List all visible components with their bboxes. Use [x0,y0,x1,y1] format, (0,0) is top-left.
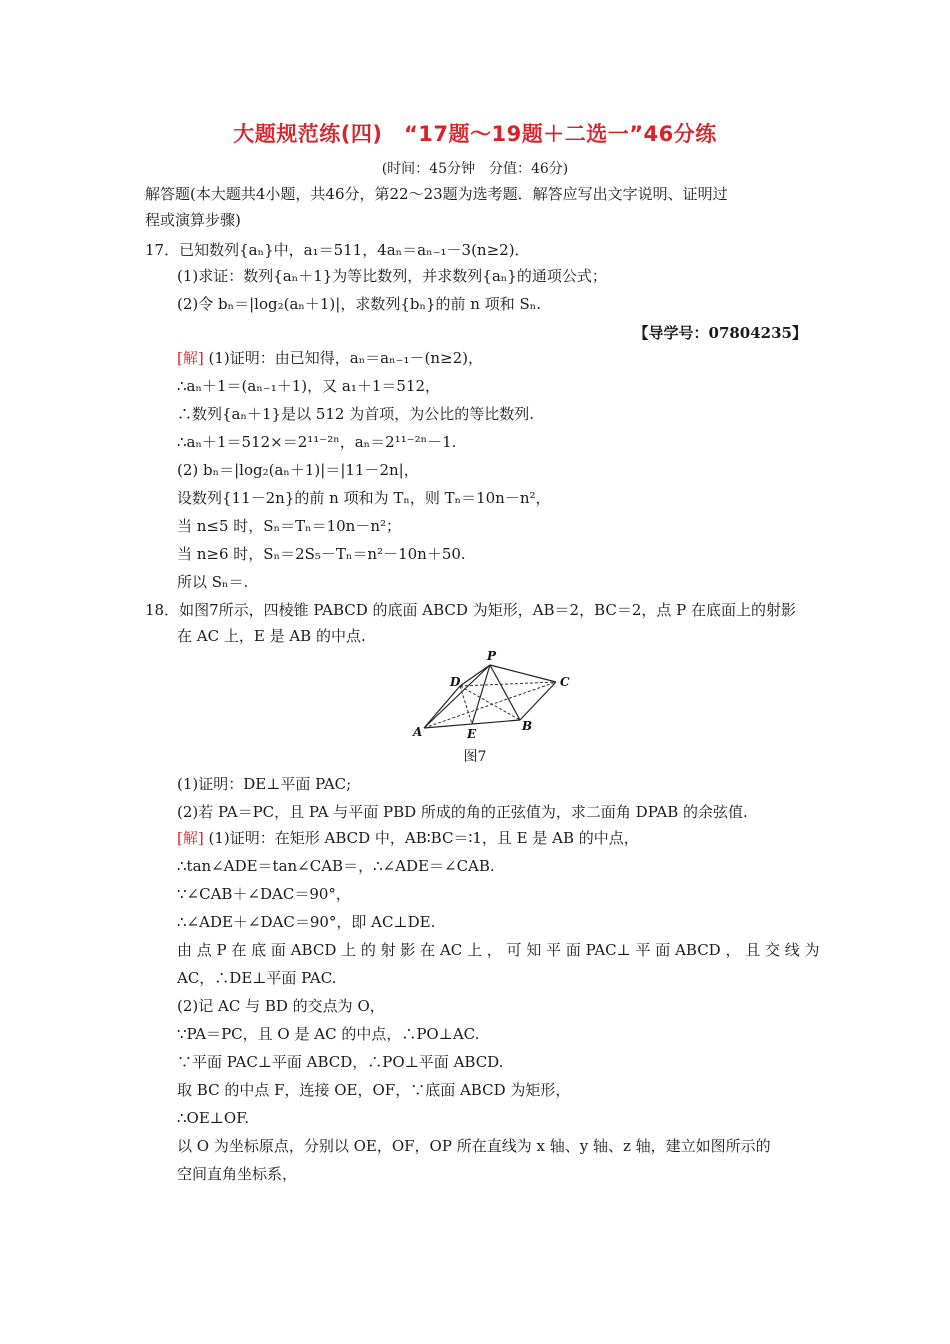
q17-solution-step-4: ∴aₙ＋1＝512×＝2¹¹⁻²ⁿ，aₙ＝2¹¹⁻²ⁿ－1. [177,433,457,451]
q17-solution-step-6: 设数列{11－2n}的前 n 项和为 Tₙ，则 Tₙ＝10n－n²， [177,489,551,507]
q17-part2: (2)令 bₙ＝|log₂(aₙ＋1)|，求数列{bₙ}的前 n 项和 Sₙ. [177,295,542,313]
label-p: P [487,649,497,663]
q17-solution-step-2: ∴aₙ＋1＝(aₙ₋₁＋1)，又 a₁＋1＝512， [177,377,441,395]
edge-bc [520,682,556,720]
q17-solution-step-1: (1)证明：由已知得，aₙ＝aₙ₋₁－(n≥2)， [208,349,484,367]
edge-ad [424,686,460,728]
edge-dc [460,682,556,686]
q18-solution-step-4: ∴∠ADE＋∠DAC＝90°，即 AC⊥DE. [177,913,436,931]
q18-solution-step-9: ∵平面 PAC⊥平面 ABCD，∴PO⊥平面 ABCD. [177,1053,504,1071]
q17-solution-step-7: 当 n≤5 时，Sₙ＝Tₙ＝10n－n²； [177,517,401,535]
q18-solution-step-2: ∴tan∠ADE＝tan∠CAB＝，∴∠ADE＝∠CAB. [177,857,495,875]
q18-solution-step-7: (2)记 AC 与 BD 的交点为 O， [177,997,385,1015]
q18-solution-step-3: ∵∠CAB＋∠DAC＝90°， [177,885,351,903]
q17-part1: (1)求证：数列{aₙ＋1}为等比数列，并求数列{aₙ}的通项公式； [177,267,607,285]
label-b: B [522,719,533,733]
edge-pc [490,665,556,682]
q17-stem: 17．已知数列{aₙ}中，a₁＝511，4aₙ＝aₙ₋₁－3(n≥2)． [145,241,530,259]
solution-marker: [解] [177,829,204,847]
q17-solution-step-8: 当 n≥6 时，Sₙ＝2S₅－Tₙ＝n²－10n＋50. [177,545,466,563]
label-d: D [450,675,461,689]
solution-marker: [解] [177,349,204,367]
q18-solution-step-11: ∴OE⊥OF. [177,1109,250,1127]
q18-part2: (2)若 PA＝PC，且 PA 与平面 PBD 所成的角的正弦值为，求二面角 DPAB 的余弦值. [177,803,748,821]
q18-solution-step-10: 取 BC 的中点 F，连接 OE，OF，∵底面 ABCD 为矩形， [177,1081,571,1099]
q18-solution-step-13: 空间直角坐标系， [177,1165,298,1183]
q18-stem-line-1: 18．如图7所示，四棱锥 PABCD 的底面 ABCD 为矩形，AB＝2，BC＝2，点 P 在底面上的射影 [145,601,797,619]
q17-solution-step-3: ∴数列{aₙ＋1}是以 512 为首项，为公比的等比数列. [177,405,534,423]
page-subtitle: (时间：45分钟 分值：46分) [381,161,569,177]
q18-solution-step-12: 以 O 为坐标原点，分别以 OE，OF，OP 所在直线为 x 轴、y 轴、z 轴，建立如图所示的 [177,1137,771,1155]
pyramid-figure [408,648,588,744]
label-a: A [413,725,423,739]
intro-line-2: 程或演算步骤) [145,211,241,229]
edge-pd [460,665,490,686]
q18-solution-step-5: 由 点 P 在 底 面 ABCD 上 的 射 影 在 AC 上 ， 可 知 平 面 PAC⊥ 平 面 ABCD ， 且 交 线 为 [177,941,820,959]
q17-solution-line-1 [177,348,483,368]
q18-solution-step-8: ∵PA＝PC，且 O 是 AC 的中点，∴PO⊥AC. [177,1025,480,1043]
figure-caption: 图7 [463,749,487,765]
q18-solution-line-1 [177,828,639,848]
q17-solution-step-5: (2) bₙ＝|log₂(aₙ＋1)|＝|11－2n|， [177,461,419,479]
intro-line-1: 解答题(本大题共4小题，共46分，第22～23题为选考题．解答应写出文字说明、证明过 [145,185,728,203]
q18-stem-line-2: 在 AC 上，E 是 AB 的中点. [177,627,366,645]
label-c: C [560,675,570,689]
q18-part1: (1)证明：DE⊥平面 PAC; [177,775,352,793]
page-title: 大题规范练(四) “17题～19题＋二选一”46分练 [233,122,717,146]
label-e: E [467,727,477,741]
q17-guide-number: 【导学号：07804235】 [633,324,807,342]
q18-solution-step-6: AC，∴DE⊥平面 PAC. [177,969,337,987]
q18-solution-step-1: (1)证明：在矩形 ABCD 中，AB∶BC＝∶1，且 E 是 AB 的中点， [208,829,639,847]
q17-solution-step-9: 所以 Sₙ＝. [177,573,249,591]
